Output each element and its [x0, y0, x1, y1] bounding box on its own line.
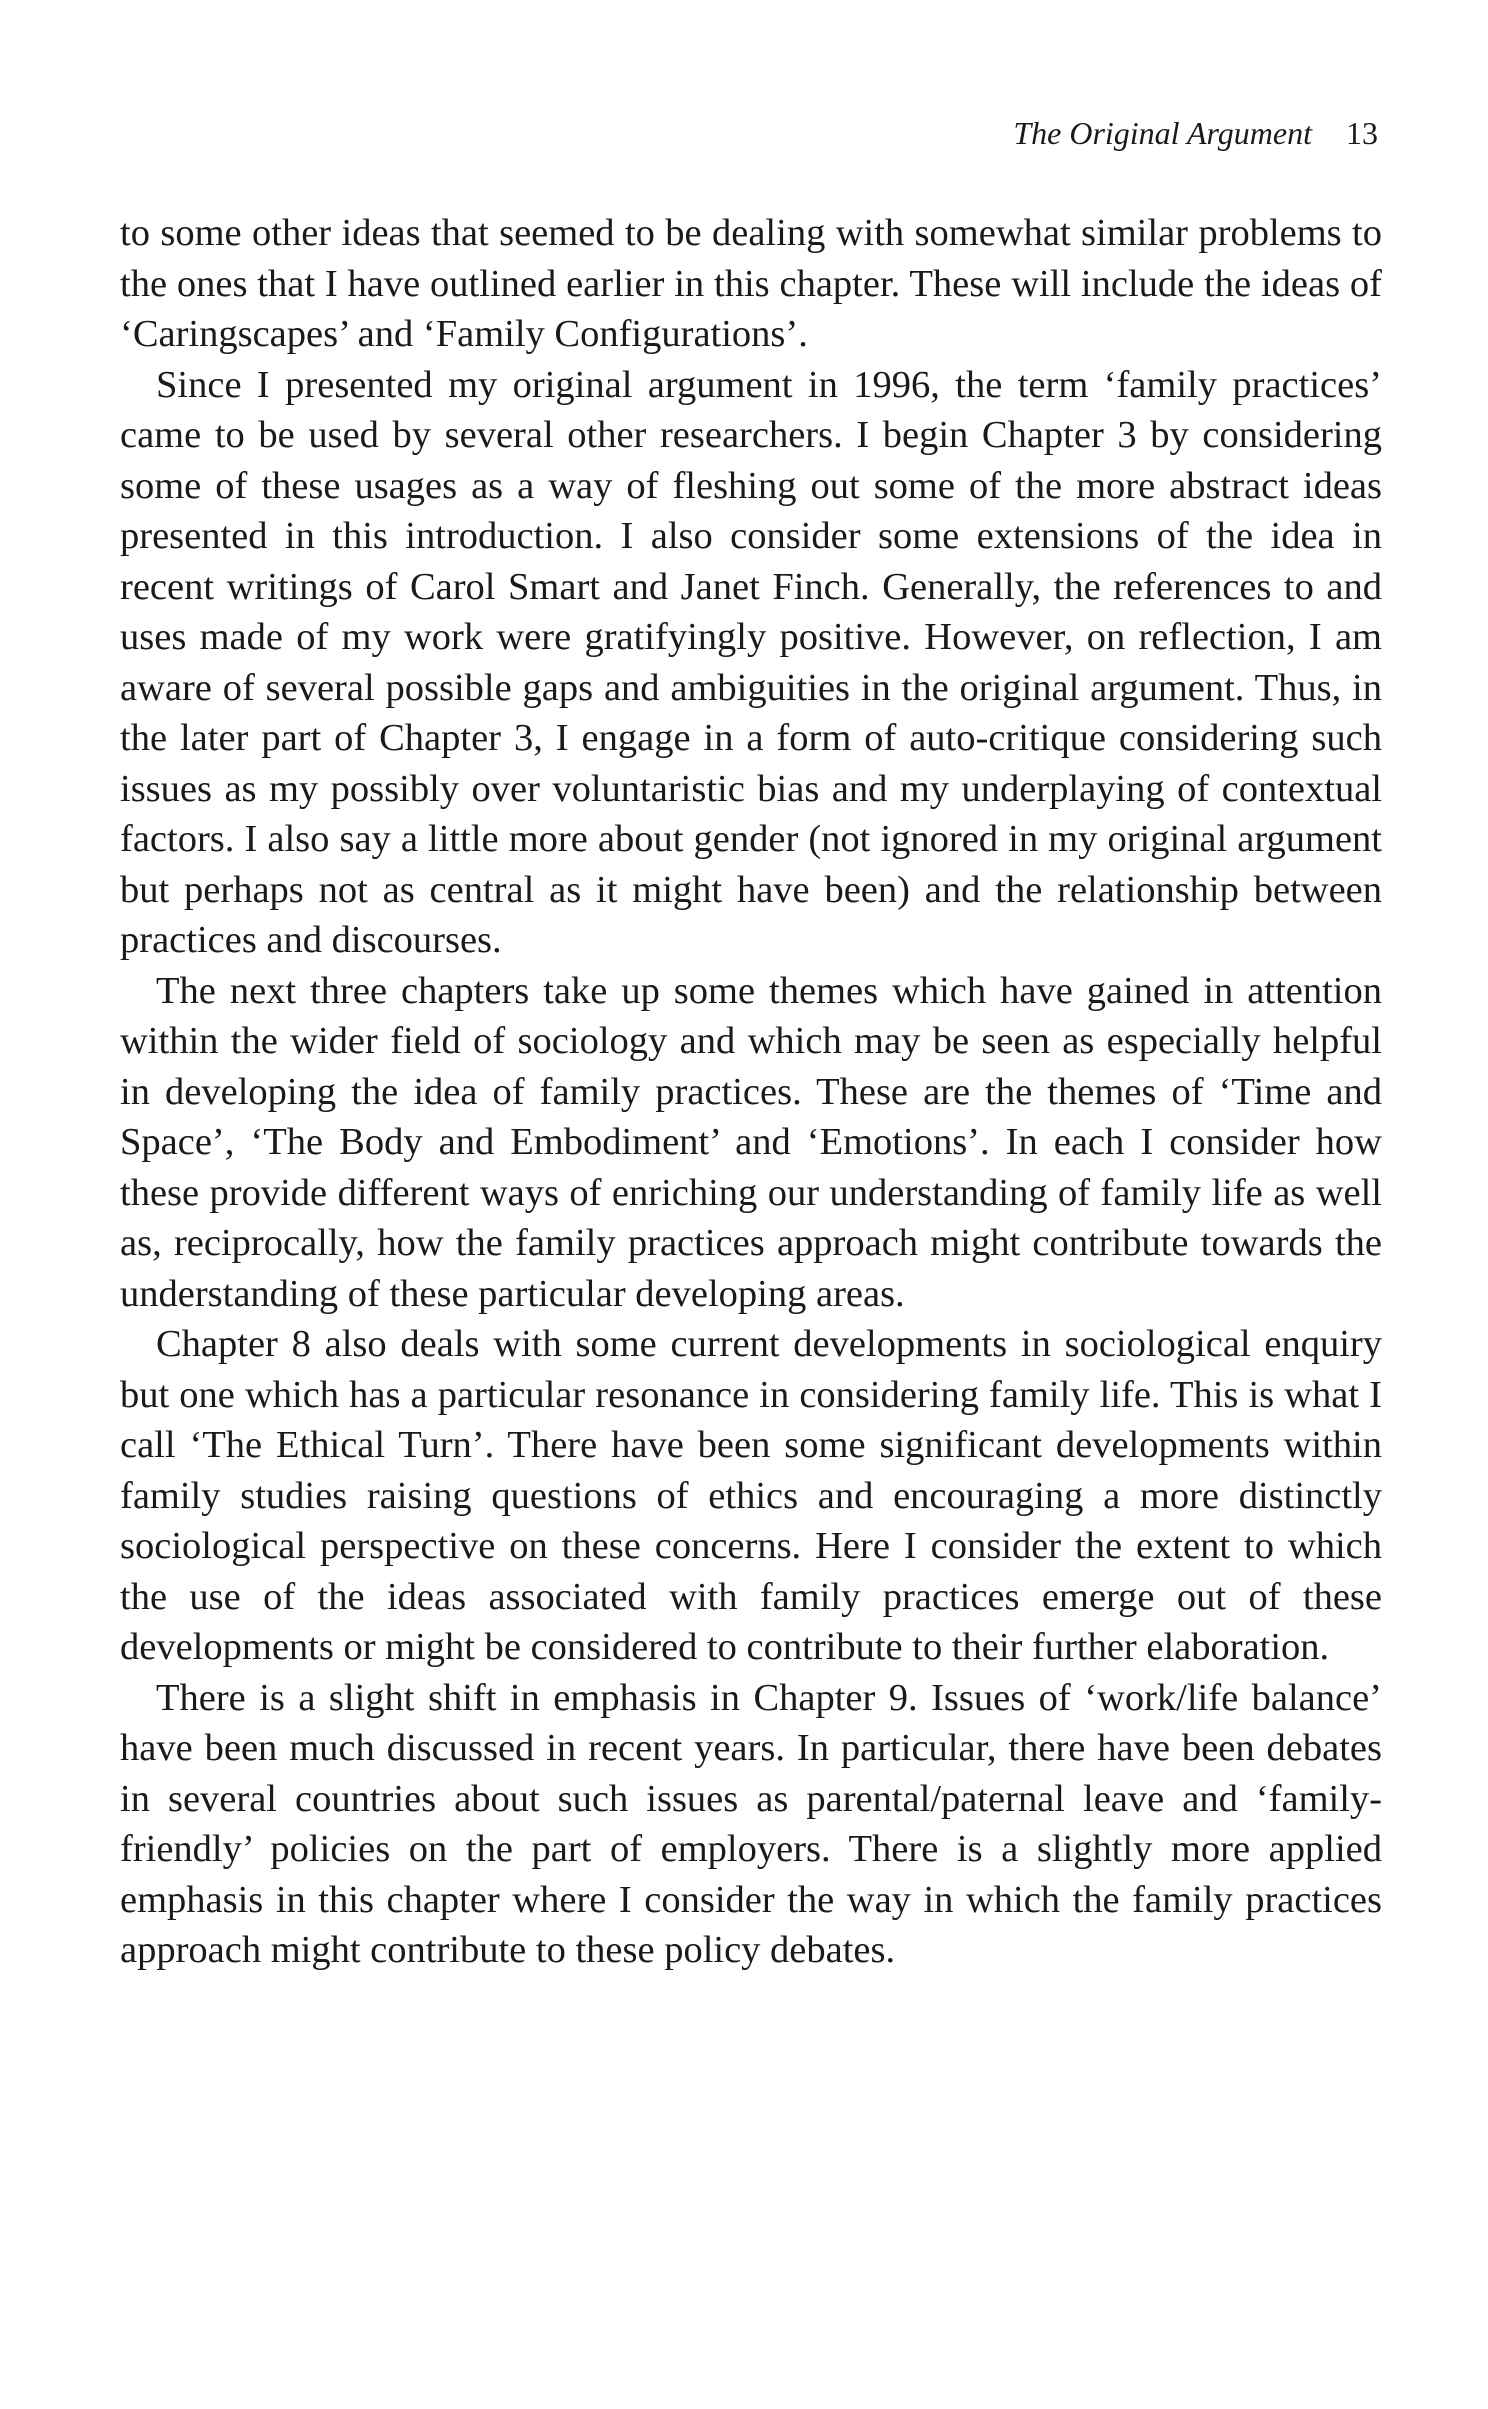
running-head	[120, 108, 1382, 158]
paragraph-themes: The next three chapters take up some themes which have gained in attention within the wider field of sociology and which may be seen as especially helpful in developing the idea of family practices. These are the themes of ‘Time and Space’, ‘The Body and Embodiment’ and ‘Emotions’. In each I consider how these provide different ways of enriching our understanding of family life as well as, reciprocally, how the family practices approach might contribute towards the understanding of these particular developing areas.	[120, 969, 1382, 1315]
paragraph-chapter-8: Chapter 8 also deals with some current developments in sociological enquiry but one which has a particular resonance in considering family life. This is what I call ‘The Ethical Turn’. There have been some significant developments within family studies raising questions of ethics and encouraging a more distinctly sociological perspective on these concerns. Here I consider the extent to which the use of the ideas associated with family practices emerge out of these developments or might be considered to contribute to their further elaboration.	[120, 1323, 1382, 1668]
body-text	[120, 208, 1382, 1976]
paragraph-continued: to some other ideas that seemed to be dealing with somewhat similar problems to the ones that I have outlined earlier in this chapter. These will include the ideas of ‘Caringscapes’ and ‘Family Configurations’.	[120, 212, 1382, 355]
book-page	[120, 108, 1382, 1976]
paragraph-chapter-9: There is a slight shift in emphasis in Chapter 9. Issues of ‘work/life balance’ have been much discussed in recent years. In particular, there have been debates in several countries about such issues as parental/paternal leave and ‘family-friendly’ policies on the part of employers. There is a slightly more applied emphasis in this chapter where I consider the way in which the family practices approach might contribute to these policy debates.	[120, 1676, 1382, 1971]
paragraph-chapter-3: Since I presented my original argument in 1996, the term ‘family practices’ came to be used by several other researchers. I begin Chapter 3 by considering some of these usages as a way of fleshing out some of the more abstract ideas presented in this introduction. I also consider some extensions of the idea in recent writings of Carol Smart and Janet Finch. Generally, the references to and uses made of my work were gratifyingly positive. However, on reflection, I am aware of several possible gaps and ambiguities in the original argument. Thus, in the later part of Chapter 3, I engage in a form of auto-critique considering such issues as my possibly over voluntaristic bias and my underplaying of contextual factors. I also say a little more about gender (not ignored in my original argument but perhaps not as central as it might have been) and the relationship between practices and discourses.	[120, 363, 1382, 961]
page-number: 13	[1346, 115, 1378, 151]
running-title: The Original Argument	[1013, 115, 1312, 151]
